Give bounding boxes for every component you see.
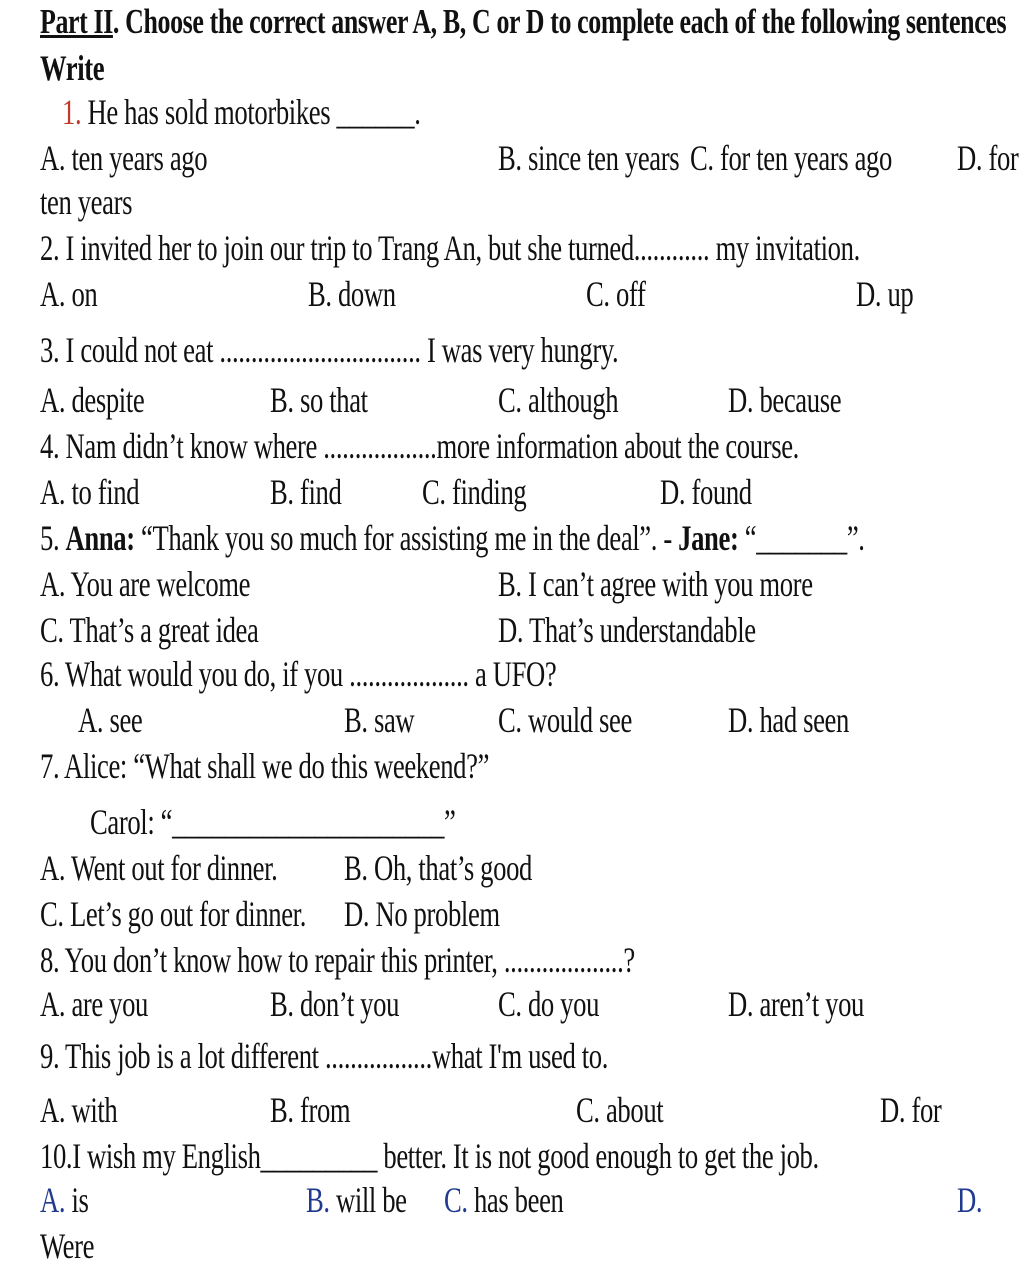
- question-1-stem: 1. He has sold motorbikes ______.: [62, 92, 421, 132]
- question-3-option-d: D. because: [728, 380, 842, 420]
- question-3-option-b: B. so that: [270, 380, 368, 420]
- question-7-option-c: C. Let’s go out for dinner.: [40, 894, 307, 934]
- question-6-option-b: B. saw: [344, 700, 415, 740]
- instruction-continuation: Write: [40, 48, 105, 88]
- question-6-option-c: C. would see: [498, 700, 632, 740]
- question-1-option-c: C. for ten years ago: [690, 138, 892, 178]
- question-1-option-d-wrap: ten years: [40, 182, 133, 222]
- question-4-option-c: C. finding: [422, 472, 527, 512]
- question-5-stem: 5. Anna: “Thank you so much for assisting me in the deal”. - Jane: “_______”.: [40, 518, 865, 558]
- question-6-option-d: D. had seen: [728, 700, 849, 740]
- question-4-option-a: A. to find: [40, 472, 140, 512]
- question-3-stem: 3. I could not eat ................................ I was very hungry.: [40, 330, 619, 370]
- question-6-stem: 6. What would you do, if you ................... a UFO?: [40, 654, 557, 694]
- question-2-option-b: B. down: [308, 274, 396, 314]
- question-7-option-d: D. No problem: [344, 894, 500, 934]
- part-label: Part II: [40, 2, 113, 41]
- question-2-stem: 2. I invited her to join our trip to Trang An, but she turned............ my invitation.: [40, 228, 860, 268]
- question-10-option-d: D.: [957, 1180, 983, 1220]
- question-9-option-b: B. from: [270, 1090, 351, 1130]
- question-9-stem: 9. This job is a lot different .................what I'm used to.: [40, 1036, 609, 1076]
- question-2-option-d: D. up: [856, 274, 914, 314]
- question-7-stem: 7. Alice: “What shall we do this weekend?”: [40, 746, 490, 786]
- question-10-option-b: B. will be: [306, 1180, 407, 1220]
- question-7-option-b: B. Oh, that’s good: [344, 848, 532, 888]
- speaker-anna: Anna:: [65, 518, 135, 558]
- question-9-option-a: A. with: [40, 1090, 118, 1130]
- question-5-option-c: C. That’s a great idea: [40, 610, 259, 650]
- question-1-option-b: B. since ten years: [498, 138, 680, 178]
- instruction-text: . Choose the correct answer A, B, C or D to complete each of the following sentences: [112, 2, 1007, 41]
- question-8-option-c: C. do you: [498, 984, 600, 1024]
- question-5-option-a: A. You are welcome: [40, 564, 251, 604]
- question-3-option-a: A. despite: [40, 380, 145, 420]
- question-5-option-d: D. That’s understandable: [498, 610, 756, 650]
- question-8-option-d: D. aren’t you: [728, 984, 865, 1024]
- question-1-option-a: A. ten years ago: [40, 138, 208, 178]
- question-8-option-b: B. don’t you: [270, 984, 400, 1024]
- question-10-stem: 10.I wish my English_________ better. It is not good enough to get the job.: [40, 1136, 819, 1176]
- question-4-option-d: D. found: [660, 472, 752, 512]
- question-10-option-d-wrap: Were: [40, 1226, 95, 1266]
- question-4-option-b: B. find: [270, 472, 342, 512]
- question-10-option-a: A. is: [40, 1180, 89, 1220]
- question-2-option-a: A. on: [40, 274, 98, 314]
- question-8-stem: 8. You don’t know how to repair this printer, ...................?: [40, 940, 635, 980]
- question-10-option-c: C. has been: [444, 1180, 564, 1220]
- question-7-reply: Carol: “_____________________”: [90, 802, 456, 842]
- question-1-option-d: D. for: [957, 138, 1019, 178]
- question-9-option-d: D. for: [880, 1090, 942, 1130]
- speaker-jane: Jane:: [678, 518, 739, 558]
- question-4-stem: 4. Nam didn’t know where ..................more information about the course.: [40, 426, 799, 466]
- question-9-option-c: C. about: [576, 1090, 664, 1130]
- question-2-option-c: C. off: [586, 274, 646, 314]
- question-1-number: 1.: [62, 92, 82, 132]
- question-8-option-a: A. are you: [40, 984, 149, 1024]
- question-6-option-a: A. see: [78, 700, 143, 740]
- section-heading: [40, 2, 1006, 42]
- question-3-option-c: C. although: [498, 380, 619, 420]
- question-5-option-b: B. I can’t agree with you more: [498, 564, 813, 604]
- question-7-option-a: A. Went out for dinner.: [40, 848, 278, 888]
